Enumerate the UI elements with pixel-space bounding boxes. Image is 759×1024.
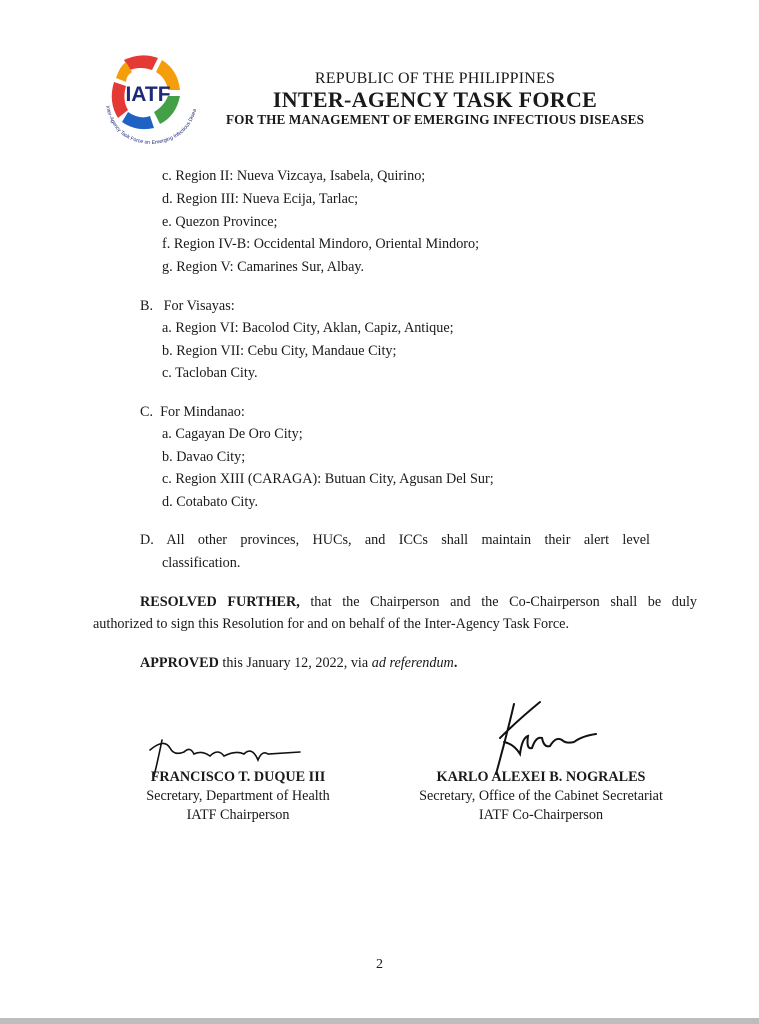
header-republic: REPUBLIC OF THE PHILIPPINES [314,70,556,87]
resolved-further-line [140,593,697,611]
section-d-line: D. All other provinces, HUCs, and ICCs shall maintain their alert level [140,532,650,548]
signatory-name: FRANCISCO T. DUQUE III [150,769,326,785]
signatory-chairperson [118,768,358,825]
signatory-co-chairperson [391,768,691,825]
list-item: a. Cagayan De Oro City; [162,426,303,442]
page-number: 2 [376,957,383,972]
list-item: b. Region VII: Cebu City, Mandaue City; [162,343,397,359]
list-item: d. Cotabato City. [162,494,259,510]
section-d-line: classification. [162,555,241,571]
section-heading-mindanao: C. For Mindanao: [140,404,245,420]
resolved-further-label: RESOLVED FURTHER, [140,594,300,610]
list-item: f. Region IV-B: Occidental Mindoro, Oriental Mindoro; [162,236,480,252]
signatory-role: IATF Co-Chairperson [478,807,604,823]
svg-text:IATF: IATF [125,83,171,106]
list-item: b. Davao City; [162,449,246,465]
resolved-further-text: that the Chairperson and the Co-Chairperson shall be duly [299,594,697,610]
approved-label: APPROVED [140,655,219,671]
signatory-role: IATF Chairperson [186,807,290,823]
approved-text: this January 12, 2022, via [218,655,372,671]
approved-italic: ad referendum [371,655,454,671]
list-item: c. Region II: Nueva Vizcaya, Isabela, Quirino; [162,168,426,184]
section-heading-visayas: B. For Visayas: [140,298,235,314]
signatory-title: Secretary, Department of Health [146,788,330,804]
signature-nograles [470,698,610,778]
list-item: c. Region XIII (CARAGA): Butuan City, Agusan Del Sur; [162,471,494,487]
svg-text:Inter-Agency Task Force on Eme: Inter-Agency Task Force on Emerging Infectious Disea [104,105,199,147]
approved-line [140,654,457,672]
approved-end: . [453,655,458,671]
list-item: c. Tacloban City. [162,365,258,381]
list-item: g. Region V: Camarines Sur, Albay. [162,259,365,275]
signatory-title: Secretary, Office of the Cabinet Secretariat [419,788,663,804]
header-subtitle: FOR THE MANAGEMENT OF EMERGING INFECTIOUS DISEASES [225,112,645,127]
header-task-force: INTER-AGENCY TASK FORCE [272,87,598,112]
bottom-bar [0,1018,759,1024]
iatf-logo [96,50,202,150]
list-item: a. Region VI: Bacolod City, Aklan, Capiz, Antique; [162,320,454,336]
list-item: e. Quezon Province; [162,214,278,230]
resolved-further-line: authorized to sign this Resolution for and on behalf of the Inter-Agency Task Force. [93,616,569,632]
list-item: d. Region III: Nueva Ecija, Tarlac; [162,191,359,207]
signatory-name: KARLO ALEXEI B. NOGRALES [436,769,646,785]
